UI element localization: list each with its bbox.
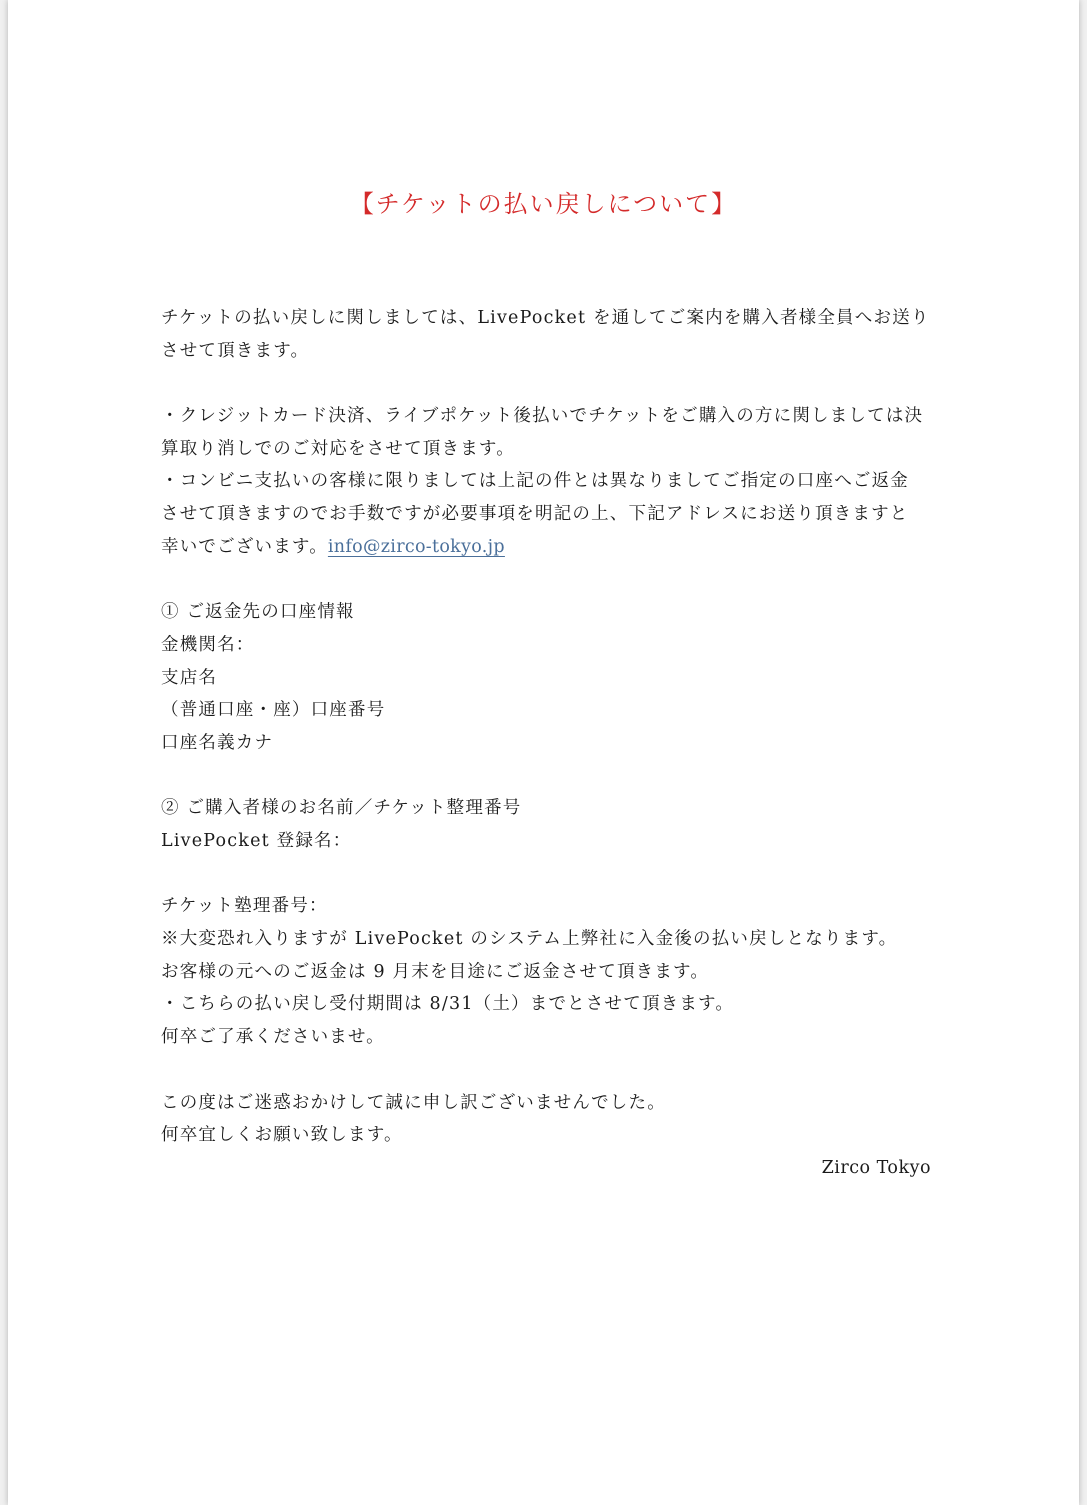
spacer xyxy=(161,367,931,400)
note-line-3: ・こちらの払い戻し受付期間は 8/31（土）までとさせて頂きます。 xyxy=(161,994,735,1015)
section1-heading: ① ご返金先の口座情報 xyxy=(161,602,355,623)
credit-line-1: ・クレジットカード決済、ライブポケット後払いでチケットをご購入の方に関しましては決 xyxy=(161,406,924,427)
spacer xyxy=(161,564,931,597)
document-body xyxy=(161,302,931,1185)
spacer xyxy=(161,760,931,793)
convenience-line-3-text: 幸いでございます。 xyxy=(161,536,328,557)
branch-name-field: 支店名 xyxy=(161,667,218,688)
closing-line-1: この度はご迷惑おかけして誠に申し訳ございませんでした。 xyxy=(161,1092,666,1113)
intro-line-1: チケットの払い戻しに関しましては、LivePocket を通してご案内を購入者様全員へお送り xyxy=(161,308,930,328)
email-link[interactable]: info@zirco-tokyo.jp xyxy=(327,536,505,557)
note-line-1: ※大変恐れ入りますが LivePocket のシステム上弊社に入金後の払い戻しとなります。 xyxy=(161,929,898,950)
page-title: 【チケットの払い戻しについて】 xyxy=(349,190,738,218)
account-number-field: （普通口座・座）口座番号 xyxy=(161,700,386,721)
credit-line-2: 算取り消しでのご対応をさせて頂きます。 xyxy=(161,438,515,459)
closing-line-2: 何卒宜しくお願い致します。 xyxy=(161,1125,403,1146)
convenience-line-3 xyxy=(161,531,931,564)
convenience-line-1: ・コンビニ支払いの客様に限りましては上記の件とは異なりましてご指定の口座へご返金 xyxy=(161,471,909,492)
signature: Zirco Tokyo xyxy=(821,1157,931,1178)
note-line-4: 何卒ご了承くださいませ。 xyxy=(161,1027,385,1048)
spacer xyxy=(161,1054,931,1087)
convenience-line-2: させて頂きますのでお手数ですが必要事項を明記の上、下記アドレスにお送り頂きますと xyxy=(161,504,909,525)
spacer xyxy=(161,858,931,891)
section2-heading: ② ご購入者様のお名前／チケット整理番号 xyxy=(161,798,522,819)
note-line-2: お客様の元へのご返金は 9 月末を目途にご返金させて頂きます。 xyxy=(161,961,710,982)
account-holder-field: 口座名義カナ xyxy=(161,732,274,753)
ticket-number-field: チケット塾理番号： xyxy=(161,896,328,917)
intro-line-2: させて頂きます。 xyxy=(161,340,310,361)
registered-name-field: LivePocket 登録名： xyxy=(161,831,352,851)
document-page xyxy=(8,0,1079,1505)
bank-name-field: 金機関名： xyxy=(161,634,255,655)
